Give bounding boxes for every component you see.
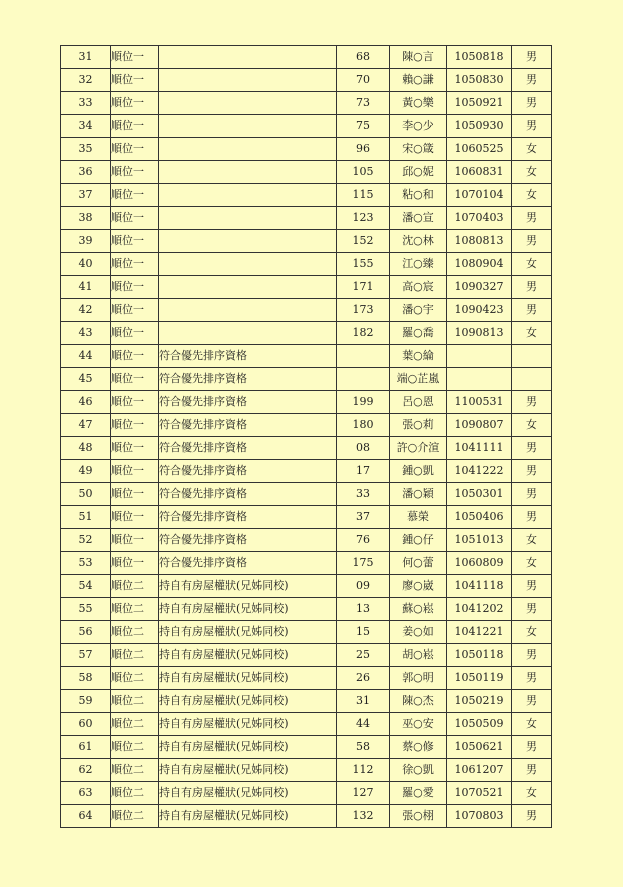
row-number: 50 bbox=[61, 483, 111, 506]
priority-rank: 順位一 bbox=[111, 437, 159, 460]
eligibility-condition: 持自有房屋權狀(兄姊同校) bbox=[159, 759, 337, 782]
row-number: 64 bbox=[61, 805, 111, 828]
row-number: 51 bbox=[61, 506, 111, 529]
gender: 男 bbox=[512, 759, 552, 782]
row-number: 31 bbox=[61, 46, 111, 69]
eligibility-condition: 符合優先排序資格 bbox=[159, 414, 337, 437]
row-number: 49 bbox=[61, 460, 111, 483]
gender: 女 bbox=[512, 253, 552, 276]
row-number: 46 bbox=[61, 391, 111, 414]
gender: 男 bbox=[512, 483, 552, 506]
table-row bbox=[61, 644, 552, 667]
table-row bbox=[61, 391, 552, 414]
birth-date: 1051013 bbox=[447, 529, 512, 552]
eligibility-condition: 持自有房屋權狀(兄姊同校) bbox=[159, 690, 337, 713]
priority-rank: 順位一 bbox=[111, 368, 159, 391]
priority-rank: 順位二 bbox=[111, 782, 159, 805]
gender: 男 bbox=[512, 667, 552, 690]
birth-date: 1090423 bbox=[447, 299, 512, 322]
student-name: 張○栩 bbox=[390, 805, 447, 828]
eligibility-condition: 符合優先排序資格 bbox=[159, 506, 337, 529]
eligibility-condition: 持自有房屋權狀(兄姊同校) bbox=[159, 575, 337, 598]
student-name: 黃○樂 bbox=[390, 92, 447, 115]
eligibility-condition bbox=[159, 46, 337, 69]
gender: 男 bbox=[512, 69, 552, 92]
student-name: 邱○妮 bbox=[390, 161, 447, 184]
birth-date: 1070521 bbox=[447, 782, 512, 805]
registration-number: 171 bbox=[337, 276, 390, 299]
table-row bbox=[61, 184, 552, 207]
eligibility-condition: 符合優先排序資格 bbox=[159, 529, 337, 552]
row-number: 44 bbox=[61, 345, 111, 368]
table-row bbox=[61, 460, 552, 483]
birth-date: 1061207 bbox=[447, 759, 512, 782]
row-number: 55 bbox=[61, 598, 111, 621]
priority-rank: 順位一 bbox=[111, 506, 159, 529]
table-row bbox=[61, 437, 552, 460]
priority-rank: 順位一 bbox=[111, 529, 159, 552]
gender: 男 bbox=[512, 506, 552, 529]
registration-number: 105 bbox=[337, 161, 390, 184]
eligibility-condition bbox=[159, 230, 337, 253]
priority-rank: 順位一 bbox=[111, 345, 159, 368]
birth-date: 1041111 bbox=[447, 437, 512, 460]
registration-number: 123 bbox=[337, 207, 390, 230]
eligibility-condition bbox=[159, 322, 337, 345]
row-number: 62 bbox=[61, 759, 111, 782]
registration-number bbox=[337, 345, 390, 368]
table-row bbox=[61, 667, 552, 690]
student-name: 潘○宣 bbox=[390, 207, 447, 230]
table-row bbox=[61, 529, 552, 552]
registration-number: 70 bbox=[337, 69, 390, 92]
student-name: 何○蕾 bbox=[390, 552, 447, 575]
student-name: 高○宸 bbox=[390, 276, 447, 299]
birth-date: 1100531 bbox=[447, 391, 512, 414]
eligibility-condition: 持自有房屋權狀(兄姊同校) bbox=[159, 713, 337, 736]
gender: 男 bbox=[512, 460, 552, 483]
gender: 男 bbox=[512, 299, 552, 322]
eligibility-condition bbox=[159, 299, 337, 322]
student-name: 廖○崴 bbox=[390, 575, 447, 598]
row-number: 34 bbox=[61, 115, 111, 138]
registration-number: 173 bbox=[337, 299, 390, 322]
birth-date: 1050921 bbox=[447, 92, 512, 115]
priority-rank: 順位一 bbox=[111, 552, 159, 575]
priority-rank: 順位二 bbox=[111, 575, 159, 598]
row-number: 63 bbox=[61, 782, 111, 805]
table-row bbox=[61, 414, 552, 437]
student-name: 徐○凱 bbox=[390, 759, 447, 782]
eligibility-condition bbox=[159, 253, 337, 276]
priority-rank: 順位一 bbox=[111, 184, 159, 207]
table-row bbox=[61, 690, 552, 713]
priority-rank: 順位一 bbox=[111, 483, 159, 506]
priority-rank: 順位一 bbox=[111, 46, 159, 69]
student-name: 許○介渲 bbox=[390, 437, 447, 460]
birth-date: 1050818 bbox=[447, 46, 512, 69]
registration-number: 180 bbox=[337, 414, 390, 437]
priority-rank: 順位一 bbox=[111, 161, 159, 184]
gender: 男 bbox=[512, 736, 552, 759]
table-row bbox=[61, 598, 552, 621]
table-row bbox=[61, 115, 552, 138]
birth-date: 1080904 bbox=[447, 253, 512, 276]
gender bbox=[512, 368, 552, 391]
eligibility-condition: 持自有房屋權狀(兄姊同校) bbox=[159, 805, 337, 828]
priority-rank: 順位一 bbox=[111, 414, 159, 437]
eligibility-condition: 符合優先排序資格 bbox=[159, 552, 337, 575]
eligibility-condition: 符合優先排序資格 bbox=[159, 437, 337, 460]
student-name: 呂○恩 bbox=[390, 391, 447, 414]
registration-number: 127 bbox=[337, 782, 390, 805]
priority-rank: 順位二 bbox=[111, 805, 159, 828]
row-number: 45 bbox=[61, 368, 111, 391]
row-number: 56 bbox=[61, 621, 111, 644]
table-row bbox=[61, 253, 552, 276]
birth-date: 1050301 bbox=[447, 483, 512, 506]
student-name: 潘○宇 bbox=[390, 299, 447, 322]
table-row bbox=[61, 46, 552, 69]
registration-number: 09 bbox=[337, 575, 390, 598]
gender: 女 bbox=[512, 184, 552, 207]
row-number: 57 bbox=[61, 644, 111, 667]
priority-rank: 順位一 bbox=[111, 115, 159, 138]
student-name: 姜○如 bbox=[390, 621, 447, 644]
priority-rank: 順位二 bbox=[111, 598, 159, 621]
eligibility-condition bbox=[159, 69, 337, 92]
gender: 男 bbox=[512, 230, 552, 253]
eligibility-condition: 持自有房屋權狀(兄姊同校) bbox=[159, 667, 337, 690]
table-row bbox=[61, 92, 552, 115]
birth-date: 1090327 bbox=[447, 276, 512, 299]
student-name: 江○臻 bbox=[390, 253, 447, 276]
student-name: 蔡○修 bbox=[390, 736, 447, 759]
eligibility-condition bbox=[159, 161, 337, 184]
row-number: 61 bbox=[61, 736, 111, 759]
student-name: 沈○林 bbox=[390, 230, 447, 253]
priority-rank: 順位二 bbox=[111, 690, 159, 713]
student-name: 賴○謙 bbox=[390, 69, 447, 92]
table-row bbox=[61, 782, 552, 805]
registration-number: 155 bbox=[337, 253, 390, 276]
birth-date: 1050406 bbox=[447, 506, 512, 529]
registration-number: 26 bbox=[337, 667, 390, 690]
eligibility-condition: 持自有房屋權狀(兄姊同校) bbox=[159, 598, 337, 621]
eligibility-condition: 持自有房屋權狀(兄姊同校) bbox=[159, 621, 337, 644]
table-row bbox=[61, 713, 552, 736]
student-name: 張○莉 bbox=[390, 414, 447, 437]
registration-number: 175 bbox=[337, 552, 390, 575]
birth-date: 1060831 bbox=[447, 161, 512, 184]
eligibility-condition bbox=[159, 92, 337, 115]
gender: 男 bbox=[512, 437, 552, 460]
row-number: 33 bbox=[61, 92, 111, 115]
priority-rank: 順位一 bbox=[111, 460, 159, 483]
table-row bbox=[61, 483, 552, 506]
birth-date: 1050219 bbox=[447, 690, 512, 713]
table-row bbox=[61, 368, 552, 391]
row-number: 43 bbox=[61, 322, 111, 345]
registration-number: 25 bbox=[337, 644, 390, 667]
eligibility-condition bbox=[159, 184, 337, 207]
registration-number: 44 bbox=[337, 713, 390, 736]
table-row bbox=[61, 759, 552, 782]
gender: 男 bbox=[512, 92, 552, 115]
gender: 男 bbox=[512, 598, 552, 621]
student-name: 端○芷嵐 bbox=[390, 368, 447, 391]
birth-date: 1070803 bbox=[447, 805, 512, 828]
eligibility-condition bbox=[159, 276, 337, 299]
registration-number: 199 bbox=[337, 391, 390, 414]
eligibility-condition: 持自有房屋權狀(兄姊同校) bbox=[159, 782, 337, 805]
row-number: 47 bbox=[61, 414, 111, 437]
registration-number: 115 bbox=[337, 184, 390, 207]
birth-date: 1090807 bbox=[447, 414, 512, 437]
eligibility-condition: 持自有房屋權狀(兄姊同校) bbox=[159, 644, 337, 667]
gender: 女 bbox=[512, 322, 552, 345]
gender: 女 bbox=[512, 552, 552, 575]
table-row bbox=[61, 552, 552, 575]
student-name: 郭○明 bbox=[390, 667, 447, 690]
registration-number: 37 bbox=[337, 506, 390, 529]
table-row bbox=[61, 230, 552, 253]
row-number: 40 bbox=[61, 253, 111, 276]
gender: 女 bbox=[512, 414, 552, 437]
priority-rank: 順位二 bbox=[111, 621, 159, 644]
birth-date: 1041202 bbox=[447, 598, 512, 621]
gender: 男 bbox=[512, 575, 552, 598]
registration-number: 73 bbox=[337, 92, 390, 115]
row-number: 59 bbox=[61, 690, 111, 713]
row-number: 54 bbox=[61, 575, 111, 598]
roster-body bbox=[61, 46, 552, 828]
student-name: 鍾○凱 bbox=[390, 460, 447, 483]
gender: 女 bbox=[512, 161, 552, 184]
student-name: 慕榮 bbox=[390, 506, 447, 529]
eligibility-condition bbox=[159, 115, 337, 138]
eligibility-condition: 符合優先排序資格 bbox=[159, 483, 337, 506]
gender: 女 bbox=[512, 529, 552, 552]
registration-number bbox=[337, 368, 390, 391]
gender: 男 bbox=[512, 276, 552, 299]
student-name: 羅○喬 bbox=[390, 322, 447, 345]
priority-rank: 順位一 bbox=[111, 253, 159, 276]
priority-rank: 順位一 bbox=[111, 92, 159, 115]
row-number: 37 bbox=[61, 184, 111, 207]
registration-number: 75 bbox=[337, 115, 390, 138]
gender: 男 bbox=[512, 644, 552, 667]
student-name: 陳○杰 bbox=[390, 690, 447, 713]
table-row bbox=[61, 805, 552, 828]
student-name: 潘○穎 bbox=[390, 483, 447, 506]
eligibility-condition: 符合優先排序資格 bbox=[159, 368, 337, 391]
eligibility-condition: 符合優先排序資格 bbox=[159, 345, 337, 368]
student-name: 陳○言 bbox=[390, 46, 447, 69]
student-name: 葉○綸 bbox=[390, 345, 447, 368]
registration-number: 13 bbox=[337, 598, 390, 621]
priority-rank: 順位一 bbox=[111, 207, 159, 230]
birth-date: 1050509 bbox=[447, 713, 512, 736]
priority-rank: 順位一 bbox=[111, 276, 159, 299]
table-row bbox=[61, 69, 552, 92]
row-number: 39 bbox=[61, 230, 111, 253]
row-number: 36 bbox=[61, 161, 111, 184]
row-number: 52 bbox=[61, 529, 111, 552]
row-number: 32 bbox=[61, 69, 111, 92]
birth-date: 1090813 bbox=[447, 322, 512, 345]
priority-rank: 順位二 bbox=[111, 644, 159, 667]
registration-number: 182 bbox=[337, 322, 390, 345]
birth-date: 1060809 bbox=[447, 552, 512, 575]
table-row bbox=[61, 138, 552, 161]
gender: 男 bbox=[512, 46, 552, 69]
birth-date: 1050119 bbox=[447, 667, 512, 690]
eligibility-condition bbox=[159, 207, 337, 230]
registration-number: 31 bbox=[337, 690, 390, 713]
gender bbox=[512, 345, 552, 368]
eligibility-condition bbox=[159, 138, 337, 161]
birth-date: 1050930 bbox=[447, 115, 512, 138]
table-row bbox=[61, 207, 552, 230]
table-row bbox=[61, 736, 552, 759]
registration-number: 17 bbox=[337, 460, 390, 483]
admission-roster-table bbox=[60, 45, 552, 828]
student-name: 李○少 bbox=[390, 115, 447, 138]
student-name: 鍾○仔 bbox=[390, 529, 447, 552]
registration-number: 132 bbox=[337, 805, 390, 828]
registration-number: 33 bbox=[337, 483, 390, 506]
row-number: 48 bbox=[61, 437, 111, 460]
eligibility-condition: 持自有房屋權狀(兄姊同校) bbox=[159, 736, 337, 759]
student-name: 胡○崧 bbox=[390, 644, 447, 667]
table-row bbox=[61, 621, 552, 644]
priority-rank: 順位一 bbox=[111, 299, 159, 322]
priority-rank: 順位二 bbox=[111, 736, 159, 759]
priority-rank: 順位二 bbox=[111, 667, 159, 690]
birth-date: 1070104 bbox=[447, 184, 512, 207]
birth-date: 1050621 bbox=[447, 736, 512, 759]
birth-date: 1080813 bbox=[447, 230, 512, 253]
birth-date bbox=[447, 345, 512, 368]
priority-rank: 順位二 bbox=[111, 759, 159, 782]
gender: 女 bbox=[512, 138, 552, 161]
birth-date: 1041222 bbox=[447, 460, 512, 483]
priority-rank: 順位一 bbox=[111, 230, 159, 253]
birth-date: 1060525 bbox=[447, 138, 512, 161]
registration-number: 112 bbox=[337, 759, 390, 782]
table-row bbox=[61, 161, 552, 184]
registration-number: 96 bbox=[337, 138, 390, 161]
gender: 男 bbox=[512, 391, 552, 414]
registration-number: 152 bbox=[337, 230, 390, 253]
eligibility-condition: 符合優先排序資格 bbox=[159, 391, 337, 414]
gender: 男 bbox=[512, 207, 552, 230]
registration-number: 15 bbox=[337, 621, 390, 644]
gender: 男 bbox=[512, 115, 552, 138]
registration-number: 76 bbox=[337, 529, 390, 552]
gender: 男 bbox=[512, 805, 552, 828]
student-name: 蘇○崧 bbox=[390, 598, 447, 621]
student-name: 粘○和 bbox=[390, 184, 447, 207]
row-number: 58 bbox=[61, 667, 111, 690]
table-row bbox=[61, 299, 552, 322]
birth-date: 1041221 bbox=[447, 621, 512, 644]
student-name: 宋○箴 bbox=[390, 138, 447, 161]
row-number: 38 bbox=[61, 207, 111, 230]
birth-date: 1070403 bbox=[447, 207, 512, 230]
gender: 女 bbox=[512, 621, 552, 644]
gender: 女 bbox=[512, 782, 552, 805]
student-name: 羅○愛 bbox=[390, 782, 447, 805]
birth-date: 1050830 bbox=[447, 69, 512, 92]
priority-rank: 順位一 bbox=[111, 138, 159, 161]
table-row bbox=[61, 322, 552, 345]
student-name: 巫○安 bbox=[390, 713, 447, 736]
birth-date bbox=[447, 368, 512, 391]
table-row bbox=[61, 575, 552, 598]
row-number: 41 bbox=[61, 276, 111, 299]
registration-number: 08 bbox=[337, 437, 390, 460]
row-number: 42 bbox=[61, 299, 111, 322]
priority-rank: 順位一 bbox=[111, 391, 159, 414]
table-row bbox=[61, 276, 552, 299]
table-row bbox=[61, 506, 552, 529]
row-number: 53 bbox=[61, 552, 111, 575]
birth-date: 1041118 bbox=[447, 575, 512, 598]
table-row bbox=[61, 345, 552, 368]
priority-rank: 順位一 bbox=[111, 69, 159, 92]
gender: 男 bbox=[512, 690, 552, 713]
eligibility-condition: 符合優先排序資格 bbox=[159, 460, 337, 483]
birth-date: 1050118 bbox=[447, 644, 512, 667]
gender: 女 bbox=[512, 713, 552, 736]
registration-number: 58 bbox=[337, 736, 390, 759]
priority-rank: 順位二 bbox=[111, 713, 159, 736]
registration-number: 68 bbox=[337, 46, 390, 69]
row-number: 60 bbox=[61, 713, 111, 736]
row-number: 35 bbox=[61, 138, 111, 161]
priority-rank: 順位一 bbox=[111, 322, 159, 345]
